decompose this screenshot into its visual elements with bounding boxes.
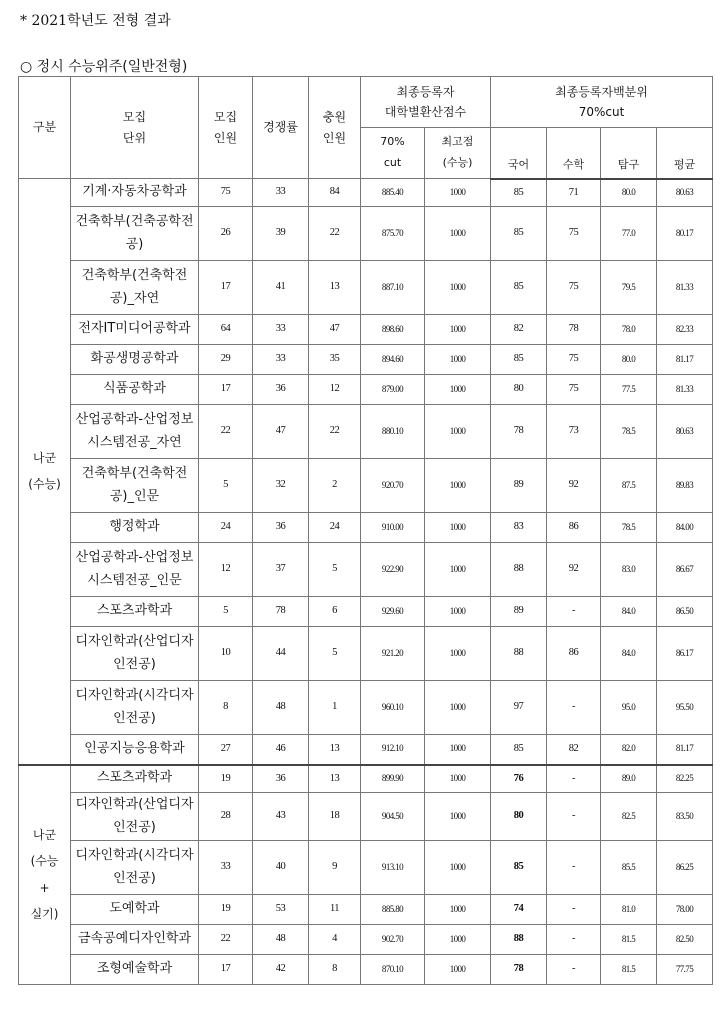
competition-cell: 42 (253, 955, 309, 985)
average-cell: 82.33 (657, 315, 713, 345)
math-cell: 82 (547, 735, 601, 765)
cut70-cell: 902.70 (361, 925, 425, 955)
department-cell: 도예학과 (71, 895, 199, 925)
max-score-cell: 1000 (425, 345, 491, 375)
math-cell: - (547, 841, 601, 895)
additional-cell: 13 (309, 735, 361, 765)
additional-cell: 2 (309, 459, 361, 513)
competition-cell: 40 (253, 841, 309, 895)
department-cell: 금속공예디자인학과 (71, 925, 199, 955)
competition-cell: 48 (253, 925, 309, 955)
average-cell: 82.50 (657, 925, 713, 955)
additional-cell: 47 (309, 315, 361, 345)
max-score-cell: 1000 (425, 315, 491, 345)
table-row (19, 543, 713, 597)
average-cell: 81.17 (657, 345, 713, 375)
competition-cell: 43 (253, 793, 309, 841)
header-additional: 충원 인원 (309, 77, 361, 179)
max-score-cell: 1000 (425, 543, 491, 597)
quota-cell: 75 (199, 179, 253, 207)
math-cell: 78 (547, 315, 601, 345)
quota-cell: 5 (199, 597, 253, 627)
competition-cell: 36 (253, 375, 309, 405)
header-group: 구분 (19, 77, 71, 179)
department-cell: 건축학부(건축학전 공)_자연 (71, 261, 199, 315)
quota-cell: 19 (199, 765, 253, 793)
table-row (19, 895, 713, 925)
inquiry-cell: 87.5 (601, 459, 657, 513)
math-cell: 86 (547, 627, 601, 681)
additional-cell: 13 (309, 261, 361, 315)
max-score-cell: 1000 (425, 955, 491, 985)
inquiry-cell: 95.0 (601, 681, 657, 735)
math-cell: 92 (547, 543, 601, 597)
header-inquiry: 탐구 (601, 153, 657, 179)
department-cell: 산업공학과-산업정보 시스템전공_인문 (71, 543, 199, 597)
max-score-cell: 1000 (425, 735, 491, 765)
inquiry-cell: 78.5 (601, 513, 657, 543)
quota-cell: 22 (199, 405, 253, 459)
average-cell: 80.63 (657, 179, 713, 207)
competition-cell: 46 (253, 735, 309, 765)
math-cell: 75 (547, 375, 601, 405)
header-spacer (547, 128, 601, 153)
korean-cell: 82 (491, 315, 547, 345)
competition-cell: 36 (253, 765, 309, 793)
inquiry-cell: 80.0 (601, 345, 657, 375)
korean-cell: 88 (491, 543, 547, 597)
max-score-cell: 1000 (425, 513, 491, 543)
header-max-score: 최고점 (수능) (425, 128, 491, 179)
math-cell: 73 (547, 405, 601, 459)
average-cell: 89.83 (657, 459, 713, 513)
max-score-cell: 1000 (425, 765, 491, 793)
cut70-cell: 885.80 (361, 895, 425, 925)
average-cell: 78.00 (657, 895, 713, 925)
header-unit: 모집 단위 (71, 77, 199, 179)
competition-cell: 41 (253, 261, 309, 315)
cut70-cell: 885.40 (361, 179, 425, 207)
korean-cell: 89 (491, 597, 547, 627)
average-cell: 86.67 (657, 543, 713, 597)
inquiry-cell: 84.0 (601, 627, 657, 681)
max-score-cell: 1000 (425, 459, 491, 513)
cut70-cell: 898.60 (361, 315, 425, 345)
cut70-cell: 910.00 (361, 513, 425, 543)
cut70-cell: 899.90 (361, 765, 425, 793)
header-score-group: 최종등록자 대학별환산점수 (361, 77, 491, 128)
additional-cell: 35 (309, 345, 361, 375)
math-cell: 92 (547, 459, 601, 513)
additional-cell: 8 (309, 955, 361, 985)
max-score-cell: 1000 (425, 841, 491, 895)
header-math: 수학 (547, 153, 601, 179)
table-row (19, 627, 713, 681)
department-cell: 디자인학과(시각디자 인전공) (71, 681, 199, 735)
inquiry-cell: 78.5 (601, 405, 657, 459)
header-spacer (491, 128, 547, 153)
math-cell: - (547, 955, 601, 985)
table-row (19, 459, 713, 513)
quota-cell: 17 (199, 955, 253, 985)
cut70-cell: 929.60 (361, 597, 425, 627)
quota-cell: 12 (199, 543, 253, 597)
table-row (19, 405, 713, 459)
average-cell: 82.25 (657, 765, 713, 793)
additional-cell: 24 (309, 513, 361, 543)
average-cell: 86.25 (657, 841, 713, 895)
quota-cell: 10 (199, 627, 253, 681)
quota-cell: 5 (199, 459, 253, 513)
additional-cell: 11 (309, 895, 361, 925)
math-cell: - (547, 597, 601, 627)
table-row (19, 735, 713, 765)
korean-cell: 85 (491, 179, 547, 207)
max-score-cell: 1000 (425, 405, 491, 459)
average-cell: 86.17 (657, 627, 713, 681)
header-quota: 모집 인원 (199, 77, 253, 179)
math-cell: 86 (547, 513, 601, 543)
table-row (19, 261, 713, 315)
cut70-cell: 870.10 (361, 955, 425, 985)
average-cell: 80.17 (657, 207, 713, 261)
cut70-cell: 960.10 (361, 681, 425, 735)
department-cell: 스포츠과학과 (71, 597, 199, 627)
math-cell: - (547, 793, 601, 841)
inquiry-cell: 77.0 (601, 207, 657, 261)
header-spacer (657, 128, 713, 153)
cut70-cell: 920.70 (361, 459, 425, 513)
competition-cell: 44 (253, 627, 309, 681)
competition-cell: 33 (253, 315, 309, 345)
quota-cell: 19 (199, 895, 253, 925)
table-row (19, 765, 713, 793)
math-cell: - (547, 895, 601, 925)
header-korean: 국어 (491, 153, 547, 179)
korean-cell: 85 (491, 207, 547, 261)
table-row (19, 179, 713, 207)
additional-cell: 22 (309, 207, 361, 261)
korean-cell: 97 (491, 681, 547, 735)
additional-cell: 6 (309, 597, 361, 627)
max-score-cell: 1000 (425, 597, 491, 627)
department-cell: 전자IT미디어공학과 (71, 315, 199, 345)
additional-cell: 13 (309, 765, 361, 793)
inquiry-cell: 80.0 (601, 179, 657, 207)
inquiry-cell: 82.5 (601, 793, 657, 841)
average-cell: 95.50 (657, 681, 713, 735)
quota-cell: 27 (199, 735, 253, 765)
department-cell: 디자인학과(시각디자 인전공) (71, 841, 199, 895)
average-cell: 81.17 (657, 735, 713, 765)
korean-cell: 74 (491, 895, 547, 925)
average-cell: 80.63 (657, 405, 713, 459)
quota-cell: 17 (199, 375, 253, 405)
header-cut70: 70% cut (361, 128, 425, 179)
table-row (19, 315, 713, 345)
additional-cell: 18 (309, 793, 361, 841)
department-cell: 인공지능응용학과 (71, 735, 199, 765)
cut70-cell: 894.60 (361, 345, 425, 375)
korean-cell: 80 (491, 375, 547, 405)
inquiry-cell: 81.5 (601, 925, 657, 955)
header-competition: 경쟁률 (253, 77, 309, 179)
department-cell: 식품공학과 (71, 375, 199, 405)
korean-cell: 80 (491, 793, 547, 841)
department-cell: 스포츠과학과 (71, 765, 199, 793)
korean-cell: 78 (491, 405, 547, 459)
competition-cell: 33 (253, 345, 309, 375)
quota-cell: 26 (199, 207, 253, 261)
cut70-cell: 921.20 (361, 627, 425, 681)
table-row (19, 841, 713, 895)
math-cell: - (547, 765, 601, 793)
math-cell: - (547, 925, 601, 955)
cut70-cell: 880.10 (361, 405, 425, 459)
average-cell: 83.50 (657, 793, 713, 841)
table-row (19, 955, 713, 985)
additional-cell: 1 (309, 681, 361, 735)
section-title: ○ 정시 수능위주(일반전형) (20, 59, 188, 75)
additional-cell: 84 (309, 179, 361, 207)
max-score-cell: 1000 (425, 375, 491, 405)
cut70-cell: 887.10 (361, 261, 425, 315)
korean-cell: 88 (491, 925, 547, 955)
competition-cell: 48 (253, 681, 309, 735)
admission-results-table (18, 76, 713, 985)
additional-cell: 22 (309, 405, 361, 459)
department-cell: 건축학부(건축학전 공)_인문 (71, 459, 199, 513)
inquiry-cell: 84.0 (601, 597, 657, 627)
department-cell: 건축학부(건축공학전 공) (71, 207, 199, 261)
quota-cell: 64 (199, 315, 253, 345)
math-cell: 75 (547, 345, 601, 375)
max-score-cell: 1000 (425, 261, 491, 315)
additional-cell: 5 (309, 543, 361, 597)
max-score-cell: 1000 (425, 627, 491, 681)
table-row (19, 793, 713, 841)
competition-cell: 32 (253, 459, 309, 513)
quota-cell: 22 (199, 925, 253, 955)
inquiry-cell: 78.0 (601, 315, 657, 345)
department-cell: 조형예술학과 (71, 955, 199, 985)
average-cell: 81.33 (657, 375, 713, 405)
inquiry-cell: 82.0 (601, 735, 657, 765)
department-cell: 기계·자동차공학과 (71, 179, 199, 207)
max-score-cell: 1000 (425, 179, 491, 207)
inquiry-cell: 81.0 (601, 895, 657, 925)
competition-cell: 47 (253, 405, 309, 459)
quota-cell: 17 (199, 261, 253, 315)
additional-cell: 4 (309, 925, 361, 955)
competition-cell: 53 (253, 895, 309, 925)
inquiry-cell: 77.5 (601, 375, 657, 405)
math-cell: - (547, 681, 601, 735)
math-cell: 75 (547, 261, 601, 315)
max-score-cell: 1000 (425, 207, 491, 261)
max-score-cell: 1000 (425, 895, 491, 925)
department-cell: 행정학과 (71, 513, 199, 543)
cut70-cell: 912.10 (361, 735, 425, 765)
header-average: 평균 (657, 153, 713, 179)
competition-cell: 39 (253, 207, 309, 261)
math-cell: 71 (547, 179, 601, 207)
inquiry-cell: 79.5 (601, 261, 657, 315)
inquiry-cell: 85.5 (601, 841, 657, 895)
korean-cell: 89 (491, 459, 547, 513)
additional-cell: 12 (309, 375, 361, 405)
cut70-cell: 879.00 (361, 375, 425, 405)
additional-cell: 9 (309, 841, 361, 895)
korean-cell: 78 (491, 955, 547, 985)
quota-cell: 8 (199, 681, 253, 735)
average-cell: 86.50 (657, 597, 713, 627)
korean-cell: 85 (491, 345, 547, 375)
math-cell: 75 (547, 207, 601, 261)
inquiry-cell: 83.0 (601, 543, 657, 597)
additional-cell: 5 (309, 627, 361, 681)
korean-cell: 76 (491, 765, 547, 793)
table-row (19, 513, 713, 543)
inquiry-cell: 89.0 (601, 765, 657, 793)
korean-cell: 83 (491, 513, 547, 543)
table-row (19, 345, 713, 375)
header-spacer (601, 128, 657, 153)
competition-cell: 33 (253, 179, 309, 207)
inquiry-cell: 81.5 (601, 955, 657, 985)
quota-cell: 29 (199, 345, 253, 375)
competition-cell: 36 (253, 513, 309, 543)
department-cell: 산업공학과-산업정보 시스템전공_자연 (71, 405, 199, 459)
korean-cell: 85 (491, 261, 547, 315)
competition-cell: 78 (253, 597, 309, 627)
average-cell: 84.00 (657, 513, 713, 543)
korean-cell: 85 (491, 735, 547, 765)
korean-cell: 88 (491, 627, 547, 681)
department-cell: 디자인학과(산업디자 인전공) (71, 793, 199, 841)
max-score-cell: 1000 (425, 793, 491, 841)
table-row (19, 681, 713, 735)
korean-cell: 85 (491, 841, 547, 895)
average-cell: 81.33 (657, 261, 713, 315)
document-title: * 2021학년도 전형 결과 (20, 13, 171, 29)
cut70-cell: 875.70 (361, 207, 425, 261)
average-cell: 77.75 (657, 955, 713, 985)
group-label: 나군 (수능) (19, 179, 71, 765)
max-score-cell: 1000 (425, 681, 491, 735)
cut70-cell: 922.90 (361, 543, 425, 597)
department-cell: 디자인학과(산업디자 인전공) (71, 627, 199, 681)
quota-cell: 28 (199, 793, 253, 841)
table-row (19, 597, 713, 627)
quota-cell: 33 (199, 841, 253, 895)
cut70-cell: 913.10 (361, 841, 425, 895)
table-row (19, 925, 713, 955)
table-row (19, 207, 713, 261)
group-label: 나군 (수능 + 실기) (19, 765, 71, 985)
department-cell: 화공생명공학과 (71, 345, 199, 375)
quota-cell: 24 (199, 513, 253, 543)
competition-cell: 37 (253, 543, 309, 597)
cut70-cell: 904.50 (361, 793, 425, 841)
table-row (19, 375, 713, 405)
header-percentile-group: 최종등록자백분위 70%cut (491, 77, 713, 128)
max-score-cell: 1000 (425, 925, 491, 955)
